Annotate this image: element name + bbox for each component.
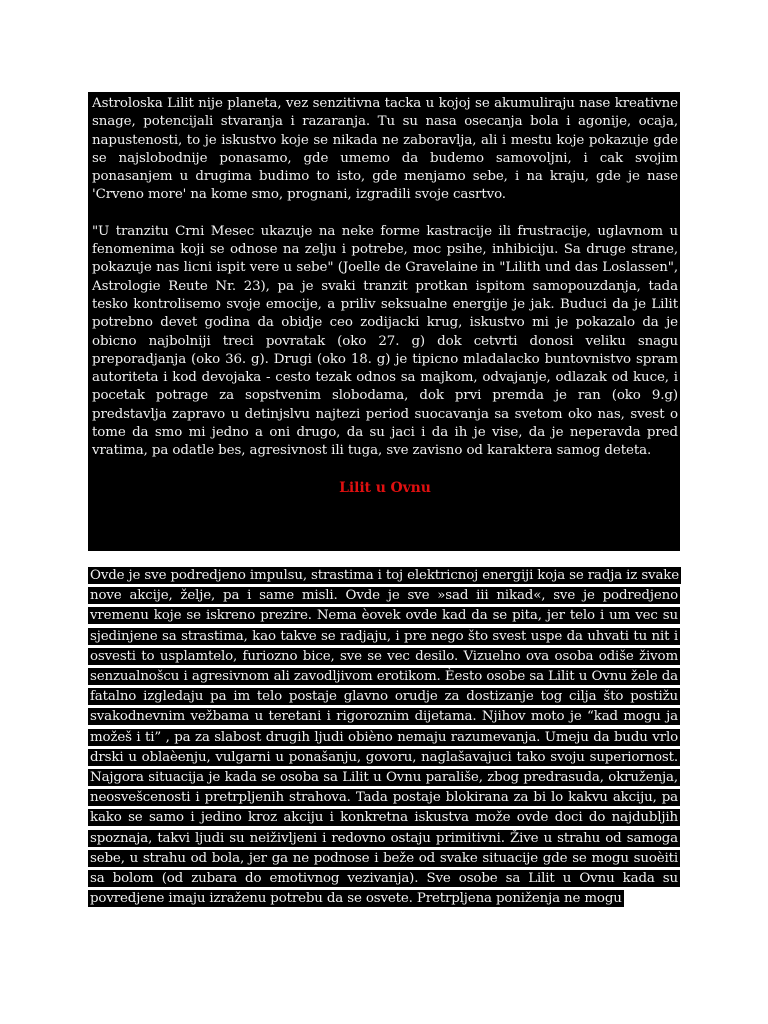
section-heading: Lilit u Ovnu [339, 479, 431, 496]
intro-paragraph-2: "U tranzitu Crni Mesec ukazuje na neke forme kastracije ili frustracije, uglavnom u fenomenima koji se odnose na zelju i potrebe, moc psihe, inhibiciju. Sa druge strane, pokazuje nas licni ispit vere u sebe" (Joelle de Gravelaine in "Lilith und das Loslassen", Astrologie Reute Nr. 23), pa je svaki tranzit protkan ispitom samopouzdanja, tada tesko kontrolisemo svoje emocije, a priliv seksualne energije je jak. Buduci da je Lilit potrebno devet godina da obidje ceo zodijacki krug, iskustvo mi je pokazalo da je obicno najbolniji treci povratak (oko 27. g) dok cetvrti donosi veliku snagu preporadjanja (oko 36. g). Drugi (oko 18. g) je tipicno mladalacko buntovnistvo spram autoriteta i kod devojaka - cesto tezak odnos sa majkom, odvajanje, odlazak od kuce, i pocetak potrage za sopstvenim slobodama, dok prvi premda je ran (oko 9.g) predstavlja zapravo u detinjslvu najtezi period suocavanja sa svetom oko nas, svest o tome da smo mi jedno a oni drugo, da su jaci i da ih je vise, da je neperavda pred vratima, pa odatle bes, agresivnost ili tuga, sve zavisno od karaktera samog deteta. [92, 223, 678, 459]
intro-paragraph-1: Astroloska Lilit nije planeta, vez senzitivna tacka u kojoj se akumuliraju nase kreativne snage, potencijali stvaranja i razaranja. Tu su nasa osecanja bola i agonije, ocaja, napustenosti, to je iskustvo koje se nikada ne zaboravlja, ali i mestu koje pokazuje gde se najslobodnije ponasamo, gde umemo da budemo samovoljni, i cak svojim ponasanjem u drugima budimo to isto, gde menjamo sebe, i na kraju, gde je nase 'Crveno more' na kome smo, prognani, izgradili svoje casrtvo. [92, 96, 678, 203]
section-text-block [88, 566, 680, 909]
section-body: Ovde je sve podredjeno impulsu, strastima i toj elektricnoj energiji koja se radja iz svake nove akcije, želje, pa i same misli. Ovde je sve »sad iii nikad«, sve je podredjeno vremenu koje se iskreno prezire. Nema èovek ovde kad da se pita, jer telo i um vec su sjedinjene sa strastima, kao takve se radjaju, i pre nego što svest uspe da uhvati tu nit i osvesti to usplamtelo, furiozno bice, sve se vec desilo. Vizuelno ova osoba odiše živom senzualnošcu i agresivnom ali zavodljivom erotikom. Èesto osobe sa Lilit u Ovnu žele da fatalno izgledaju pa im telo postaje glavno orudje za dostizanje tog cilja što postižu svakodnevnim vežbama u teretani i rigoroznim dijetama. Njihov moto je “kad mogu ja možeš i ti” , pa za slabost drugih ljudi obièno nemaju razumevanja. Umeju da budu vrlo drski u oblaèenju, vulgarni u ponašanju, govoru, naglašavajuci tako svoju superiornost. Najgora situacija je kada se osoba sa Lilit u Ovnu parališe, zbog predrasuda, okruženja, neosvešcenosti i pretrpljenih strahova. Tada postaje blokirana za bi lo kakvu akciju, pa kako se samo i jedino kroz akciju i konkretna iskustva može ovde doci do najdubljih spoznaja, takvi ljudi su neiživljeni i redovno ostaju primitivni. Žive u strahu od samoga sebe, u strahu od bola, jer ga ne podnose i beže od svake situacije gde se mogu suoèiti sa bolom (od zubara do emotivnog vezivanja). Sve osobe sa Lilit u Ovnu kada su povredjene imaju izraženu potrebu da se osvete. Pretrpljena poniženja ne mogu [90, 568, 680, 907]
intro-text-block [88, 92, 680, 551]
